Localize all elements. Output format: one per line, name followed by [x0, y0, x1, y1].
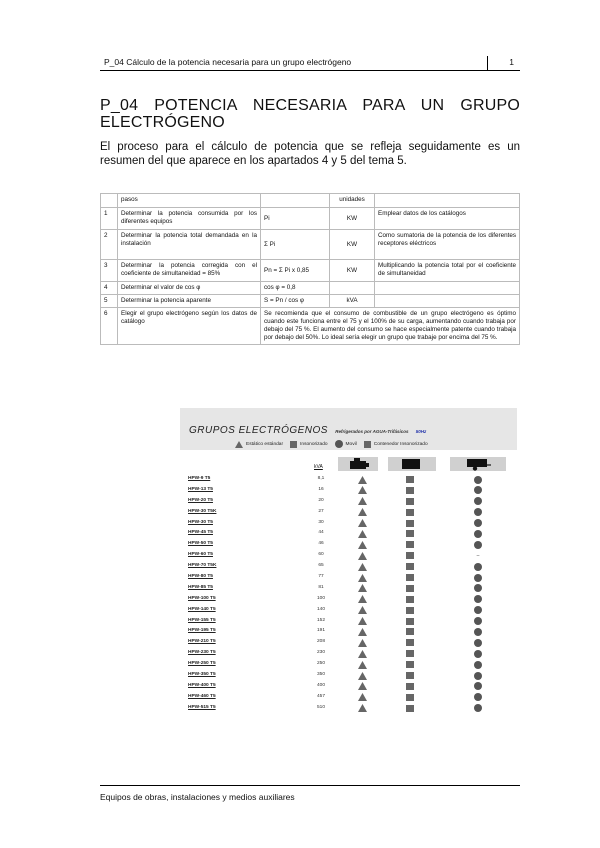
static-cell: [356, 497, 368, 505]
triangle-icon: [358, 595, 367, 603]
model-link[interactable]: HPW-400 T5: [188, 682, 216, 688]
mobile-cell: [472, 508, 484, 516]
soundproof-cell: [404, 541, 416, 549]
mobile-cell: [472, 672, 484, 680]
static-cell: [356, 552, 368, 560]
row-num: 3: [101, 260, 118, 282]
kva-value: 46: [318, 541, 324, 547]
static-cell: [356, 519, 368, 527]
header-separator: [487, 56, 488, 70]
triangle-icon: [358, 574, 367, 582]
row-unit: kVA: [330, 295, 375, 308]
square-icon: [406, 487, 414, 494]
table-row: [188, 474, 510, 485]
square-icon: [406, 672, 414, 679]
square-icon: [406, 520, 414, 527]
triangle-icon: [358, 486, 367, 494]
legend-item: [235, 441, 283, 448]
circle-icon: [474, 617, 482, 625]
generators-subtitle: Refrigerados por AGUA-Trifásicos: [335, 429, 409, 434]
mobile-cell: [472, 661, 484, 669]
generators-frequency: 50Hz: [415, 429, 427, 434]
model-link[interactable]: HPW-515 T5: [188, 704, 216, 710]
model-link[interactable]: HPW-195 T5: [188, 628, 216, 634]
header-cell-num: [101, 194, 118, 208]
model-link[interactable]: HPW-80 T5: [188, 574, 213, 580]
row-formula: S = Pn / cos φ: [261, 295, 330, 308]
mobile-cell: [472, 574, 484, 582]
triangle-icon: [358, 552, 367, 560]
page-footer: [100, 785, 520, 802]
mobile-cell: [472, 476, 484, 484]
soundproof-cell: [404, 530, 416, 538]
table-row: [188, 648, 510, 659]
circle-icon: [474, 661, 482, 669]
square-icon: [406, 607, 414, 614]
table-row: [188, 692, 510, 703]
model-link[interactable]: HPW-60 T5: [188, 552, 213, 558]
triangle-icon: [358, 584, 367, 592]
table-row: [101, 260, 520, 282]
model-link[interactable]: HPW-30 T5: [188, 519, 213, 525]
soundproof-cell: [404, 617, 416, 625]
circle-icon: [474, 595, 482, 603]
triangle-icon: [358, 672, 367, 680]
mobile-cell: [472, 497, 484, 505]
table-row: [188, 626, 510, 637]
soundproof-cell: [404, 519, 416, 527]
square-icon: [406, 628, 414, 635]
model-link[interactable]: HPW-50 T5: [188, 541, 213, 547]
table-row: [188, 528, 510, 539]
circle-icon: [474, 508, 482, 516]
mobile-cell: [472, 628, 484, 636]
model-link[interactable]: HPW-210 T5: [188, 639, 216, 645]
square-icon: [406, 476, 414, 483]
static-cell: [356, 584, 368, 592]
mobile-cell: [472, 486, 484, 494]
static-cell: [356, 682, 368, 690]
model-link[interactable]: HPW-155 T5: [188, 617, 216, 623]
steps-table-header: [101, 194, 520, 208]
model-link[interactable]: HPW-20 T5: [188, 497, 213, 503]
generators-table: [188, 456, 510, 714]
steps-table: [100, 193, 520, 345]
square-icon: [406, 650, 414, 657]
square-icon: [406, 694, 414, 701]
soundproof-cell: [404, 704, 416, 712]
row-num: 5: [101, 295, 118, 308]
square-icon: [364, 441, 371, 448]
row-num: 6: [101, 308, 118, 345]
row-step: Determinar el valor de cos φ: [118, 282, 261, 295]
soundproof-cell: [404, 661, 416, 669]
static-cell: [356, 508, 368, 516]
triangle-icon: [358, 628, 367, 636]
static-cell: [356, 650, 368, 658]
circle-icon: [474, 682, 482, 690]
soundproof-cell: [404, 693, 416, 701]
mobile-cell: [472, 519, 484, 527]
soundproof-cell: [404, 552, 416, 560]
kva-value: 30: [318, 519, 324, 525]
generators-table-header: [188, 456, 510, 474]
generator-icon: [348, 457, 370, 471]
model-link[interactable]: HPW-140 T5: [188, 606, 216, 612]
kva-value: 250: [316, 661, 325, 667]
static-cell: [356, 628, 368, 636]
header-cell-notes: [375, 194, 520, 208]
row-notes: [375, 282, 520, 295]
not-available-mark: –: [476, 552, 480, 559]
square-icon: [406, 705, 414, 712]
square-icon: [406, 661, 414, 668]
mobile-cell: [472, 682, 484, 690]
static-cell: [356, 693, 368, 701]
circle-icon: [474, 563, 482, 571]
triangle-icon: [358, 682, 367, 690]
kva-value: 8,1: [317, 476, 325, 481]
soundproof-cell: [404, 672, 416, 680]
table-row: [188, 485, 510, 496]
table-row: [101, 282, 520, 295]
mobile-cell: [472, 650, 484, 658]
mobile-cell: [472, 552, 484, 560]
static-cell: [356, 617, 368, 625]
square-icon: [406, 639, 414, 646]
legend-label: Estático estándar: [246, 441, 284, 447]
table-row: [188, 594, 510, 605]
soundproof-cell: [404, 639, 416, 647]
circle-icon: [474, 541, 482, 549]
table-row: [188, 583, 510, 594]
soundproof-cell: [404, 606, 416, 614]
circle-icon: [474, 574, 482, 582]
triangle-icon: [358, 617, 367, 625]
soundproof-cell: [404, 497, 416, 505]
table-row: [188, 539, 510, 550]
triangle-icon: [358, 530, 367, 538]
row-formula: Pn = Σ Pi x 0,85: [261, 260, 330, 282]
circle-icon: [474, 519, 482, 527]
generators-legend: [235, 440, 435, 448]
row-step: Elegir el grupo electrógeno según los datos de catálogo: [118, 308, 261, 345]
square-icon: [406, 585, 414, 592]
legend-label: Contenedor Insonorizado: [373, 441, 428, 447]
row-formula: cos φ = 0,8: [261, 282, 330, 295]
static-cell: [356, 639, 368, 647]
kva-value: 100: [316, 595, 325, 601]
mobile-cell: [472, 563, 484, 571]
row-step: Determinar la potencia consumida por los diferentes equipos: [118, 208, 261, 230]
soundproof-cell: [404, 508, 416, 516]
square-icon: [406, 618, 414, 625]
circle-icon: [474, 530, 482, 538]
kva-value: 208: [316, 639, 325, 645]
model-link[interactable]: HPW-250 T5: [188, 661, 216, 667]
triangle-icon: [358, 476, 367, 484]
soundproof-cell: [404, 682, 416, 690]
triangle-icon: [358, 693, 367, 701]
square-icon: [290, 441, 297, 448]
square-icon: [406, 574, 414, 581]
kva-value: 510: [316, 704, 325, 710]
static-cell: [356, 661, 368, 669]
table-row: [188, 572, 510, 583]
row-step: Determinar la potencia total demandada en la instalación: [118, 230, 261, 260]
table-row: [188, 659, 510, 670]
intro-paragraph: El proceso para el cálculo de potencia que se refleja seguidamente es un resumen del que aparece en los apartados 4 y 5 del tema 5.: [100, 141, 520, 167]
model-link[interactable]: HPW-70 T5K: [188, 563, 217, 569]
kva-value: 20: [318, 497, 324, 503]
row-notes: Emplear datos de los catálogos: [375, 208, 520, 230]
row-num: 1: [101, 208, 118, 230]
row-unit: [330, 282, 375, 295]
static-cell: [356, 476, 368, 484]
header-cell-steps: pasos: [118, 194, 261, 208]
table-row: [188, 550, 510, 561]
soundproof-cell: [404, 584, 416, 592]
table-row: [188, 605, 510, 616]
kva-value: 16: [318, 486, 324, 492]
kva-header: kVA: [314, 464, 323, 470]
static-cell: [356, 704, 368, 712]
mobile-generator-icon: [466, 457, 492, 471]
model-link[interactable]: HPW-45 T5: [188, 530, 213, 536]
static-cell: [356, 672, 368, 680]
circle-icon: [474, 693, 482, 701]
mobile-cell: [472, 584, 484, 592]
mobile-cell: [472, 704, 484, 712]
kva-value: 77: [318, 574, 324, 580]
triangle-icon: [358, 661, 367, 669]
model-link[interactable]: HPW-460 T5: [188, 693, 216, 699]
kva-value: 27: [318, 508, 324, 514]
circle-icon: [474, 486, 482, 494]
circle-icon: [474, 628, 482, 636]
static-cell: [356, 486, 368, 494]
table-row: [188, 681, 510, 692]
circle-icon: [474, 639, 482, 647]
kva-value: 152: [316, 617, 325, 623]
header-cell-formula: [261, 194, 330, 208]
square-icon: [406, 509, 414, 516]
row-step: Determinar la potencia corregida con el coeficiente de simultaneidad = 85%: [118, 260, 261, 282]
legend-item: [335, 440, 357, 448]
model-link[interactable]: HPW-30 T5K: [188, 508, 217, 514]
kva-value: 457: [316, 693, 325, 699]
row-formula: Pi: [261, 208, 330, 230]
square-icon: [406, 683, 414, 690]
row-notes: Multiplicando la potencia total por el coeficiente de simultaneidad: [375, 260, 520, 282]
kva-value: 230: [316, 650, 325, 656]
square-icon: [406, 563, 414, 570]
header-title: P_04 Cálculo de la potencia necesaria para un grupo electrógeno: [104, 57, 352, 67]
mobile-cell: [472, 617, 484, 625]
static-cell: [356, 574, 368, 582]
table-row: [101, 308, 520, 345]
row-step: Determinar la potencia aparente: [118, 295, 261, 308]
generators-banner: [180, 408, 517, 450]
model-link[interactable]: HPW-230 T5: [188, 650, 216, 656]
soundproof-cell: [404, 628, 416, 636]
soundproof-cell: [404, 563, 416, 571]
header-cell-units: unidades: [330, 194, 375, 208]
row-formula: Σ Pi: [261, 230, 330, 260]
row-num: 2: [101, 230, 118, 260]
circle-icon: [474, 584, 482, 592]
table-row: [101, 208, 520, 230]
kva-value: 191: [316, 628, 325, 634]
square-icon: [406, 530, 414, 537]
table-row: [188, 507, 510, 518]
legend-item: [290, 441, 327, 448]
kva-value: 44: [318, 530, 324, 536]
kva-value: 60: [318, 552, 324, 558]
square-icon: [406, 596, 414, 603]
kva-value: 81: [318, 584, 324, 590]
triangle-icon: [358, 541, 367, 549]
legend-label: Insonorizado: [300, 441, 328, 447]
circle-icon: [335, 440, 343, 448]
soundproof-cell: [404, 476, 416, 484]
triangle-icon: [358, 563, 367, 571]
table-row: [188, 518, 510, 529]
model-link[interactable]: HPW-85 T5: [188, 584, 213, 590]
row-unit: KW: [330, 208, 375, 230]
static-cell: [356, 563, 368, 571]
model-link[interactable]: HPW-350 T5: [188, 672, 216, 678]
row-num: 4: [101, 282, 118, 295]
soundproof-cell: [404, 650, 416, 658]
circle-icon: [474, 476, 482, 484]
static-cell: [356, 541, 368, 549]
square-icon: [406, 541, 414, 548]
table-row: [188, 637, 510, 648]
circle-icon: [474, 704, 482, 712]
circle-icon: [474, 650, 482, 658]
static-cell: [356, 606, 368, 614]
model-link[interactable]: HPW-13 T5: [188, 486, 213, 492]
table-row: [101, 295, 520, 308]
soundproof-cell: [404, 595, 416, 603]
square-icon: [406, 552, 414, 559]
static-cell: [356, 595, 368, 603]
mobile-cell: [472, 530, 484, 538]
page-title: P_04 POTENCIA NECESARIA PARA UN GRUPO ELECTRÓGENO: [100, 97, 520, 131]
soundproof-cell: [404, 574, 416, 582]
table-row: [188, 670, 510, 681]
row-notes: Como sumatoria de la potencia de los diferentes receptores eléctricos: [375, 230, 520, 260]
circle-icon: [474, 672, 482, 680]
soundproof-cell: [404, 486, 416, 494]
triangle-icon: [358, 639, 367, 647]
triangle-icon: [358, 606, 367, 614]
row-recommendation: Se recomienda que el consumo de combustible de un grupo electrógeno es óptimo cuando este funciona entre el 75 y el 100% de su carga, aumentando cuando trabaja por debajo del 75 %. El aumento del consumo se hace especialmente patente cuando trabaja por debajo del 50%. Lo ideal sería elegir un grupo que trabaje por encima del 75 %.: [261, 308, 520, 345]
footer-text: Equipos de obras, instalaciones y medios auxiliares: [100, 792, 295, 802]
table-row: [101, 230, 520, 260]
triangle-icon: [358, 508, 367, 516]
legend-item: [364, 441, 428, 448]
model-link[interactable]: HPW-9 T5: [188, 476, 211, 481]
page-header: [100, 56, 520, 71]
kva-value: 65: [318, 563, 324, 569]
triangle-icon: [358, 497, 367, 505]
soundproof-generator-icon: [401, 457, 421, 471]
mobile-cell: [472, 693, 484, 701]
circle-icon: [474, 606, 482, 614]
triangle-icon: [358, 650, 367, 658]
table-row: [188, 616, 510, 627]
triangle-icon: [358, 519, 367, 527]
mobile-cell: [472, 541, 484, 549]
model-link[interactable]: HPW-100 T5: [188, 595, 216, 601]
generators-rows: [188, 474, 510, 714]
mobile-cell: [472, 595, 484, 603]
row-unit: KW: [330, 260, 375, 282]
page-number: 1: [509, 57, 514, 67]
kva-value: 400: [316, 682, 325, 688]
generators-title-text: GRUPOS ELECTRÓGENOS: [189, 425, 328, 436]
kva-value: 350: [316, 672, 325, 678]
legend-label: Movil: [345, 441, 357, 447]
circle-icon: [474, 497, 482, 505]
static-cell: [356, 530, 368, 538]
mobile-cell: [472, 639, 484, 647]
row-notes: [375, 295, 520, 308]
mobile-cell: [472, 606, 484, 614]
kva-value: 140: [316, 606, 325, 612]
triangle-icon: [235, 441, 243, 448]
square-icon: [406, 498, 414, 505]
row-unit: KW: [330, 230, 375, 260]
table-row: [188, 703, 510, 714]
generators-title: [189, 425, 426, 436]
table-row: [188, 561, 510, 572]
table-row: [188, 496, 510, 507]
triangle-icon: [358, 704, 367, 712]
